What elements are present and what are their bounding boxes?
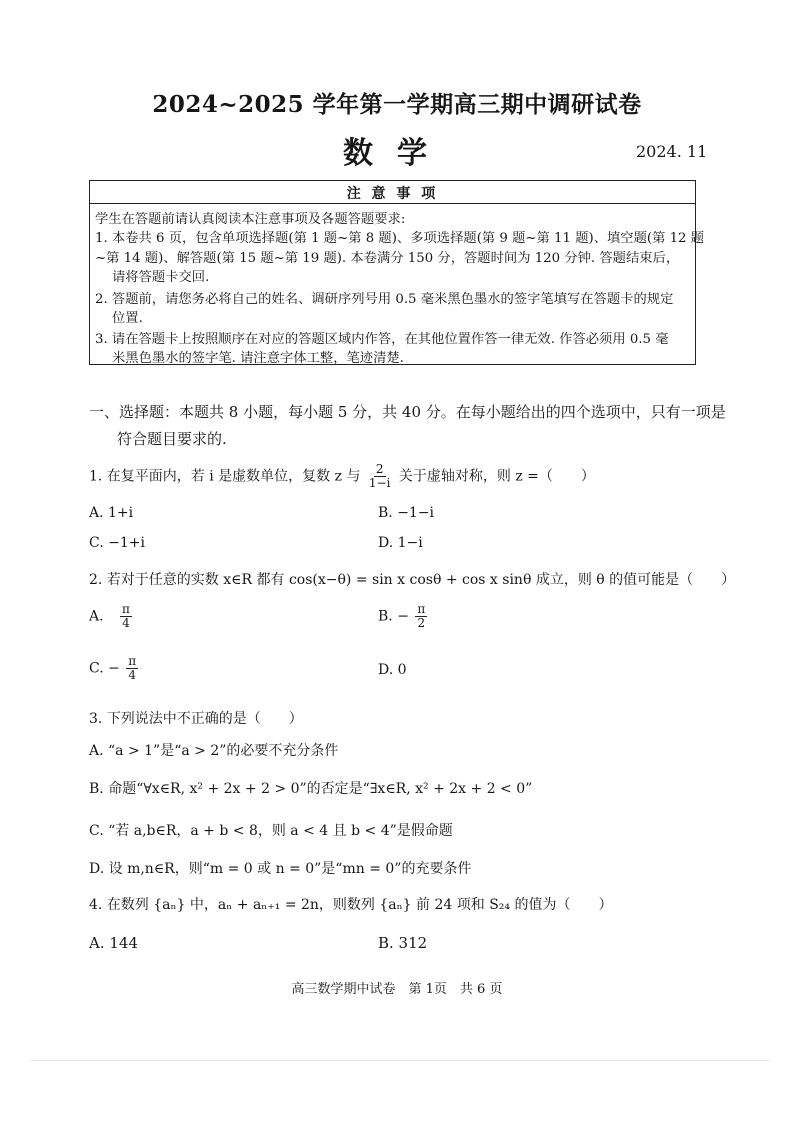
q4-option-a: A. 144 <box>89 934 138 952</box>
notice-line: 位置. <box>112 311 143 326</box>
q2-b-label: B. − <box>378 608 409 625</box>
q1-frac-num: 2 <box>375 462 384 476</box>
notice-title: 注 意 事 项 <box>346 186 439 202</box>
notice-line: ~第 14 题)、解答题(第 15 题~第 19 题). 本卷满分 150 分，答题时间为 120 分钟. 答题结束后， <box>95 251 680 266</box>
question-3: 3. 下列说法中不正确的是（ ） <box>89 711 303 727</box>
notice-line: 学生在答题前请认真阅读本注意事项及各题答题要求: <box>95 212 406 227</box>
q1-prefix: 1. 在复平面内，若 i 是虚数单位，复数 z 与 <box>89 468 361 485</box>
q2-b-den: 2 <box>417 616 426 630</box>
q2-b-fraction <box>415 603 427 630</box>
q3-option-d: D. 设 m,n∈R，则“m = 0 或 n = 0”是“mn = 0”的充要条件 <box>89 861 472 877</box>
q3-option-b: B. 命题“∀x∈R, x² + 2x + 2 > 0”的否定是“∃x∈R, x² + 2x + 2 < 0” <box>89 781 533 797</box>
scan-edge-line <box>30 1060 770 1061</box>
q2-option-a <box>89 603 134 630</box>
q2-c-label: C. − <box>89 660 120 677</box>
section-heading: 一、选择题：本题共 8 小题，每小题 5 分，共 40 分。在每小题给出的四个选项中，只有一项是 <box>89 403 726 421</box>
exam-title: 2024~2025 学年第一学期高三期中调研试卷 <box>152 91 642 118</box>
q2-option-b <box>378 603 429 630</box>
question-4: 4. 在数列 {aₙ} 中，aₙ + aₙ₊₁ = 2n，则数列 {aₙ} 前 24 项和 S₂₄ 的值为（ ） <box>89 897 613 913</box>
q2-a-num: π <box>122 602 130 616</box>
q3-option-a: A. “a > 1”是“a > 2”的必要不充分条件 <box>89 743 339 759</box>
q1-frac-den: 1−i <box>368 476 391 490</box>
q3-option-c: C. “若 a,b∈R，a + b < 8，则 a < 4 且 b < 4”是假命题 <box>89 823 453 839</box>
q1-option-d: D. 1−i <box>378 535 423 551</box>
notice-line: 1. 本卷共 6 页，包含单项选择题(第 1 题~第 8 题)、多项选择题(第 9 题~第 11 题)、填空题(第 12 题 <box>95 231 705 246</box>
q2-a-label: A. <box>89 608 104 625</box>
q1-fraction <box>367 463 393 490</box>
notice-line: 米黑色墨水的签字笔. 请注意字体工整，笔迹清楚. <box>112 351 404 366</box>
notice-divider <box>90 203 695 204</box>
q2-c-fraction <box>126 655 138 682</box>
question-2: 2. 若对于任意的实数 x∈R 都有 cos(x−θ) = sin x cosθ + cos x sinθ 成立，则 θ 的值可能是（ ） <box>89 572 736 588</box>
q2-c-den: 4 <box>128 668 137 682</box>
notice-line: 2. 答题前，请您务必将自己的姓名、调研序列号用 0.5 毫米黑色墨水的签字笔填写在答题卡的规定 <box>95 292 674 307</box>
q2-option-c <box>89 655 140 682</box>
q4-option-b: B. 312 <box>378 934 428 952</box>
q1-option-c: C. −1+i <box>89 535 145 551</box>
q1-option-b: B. −1−i <box>378 505 435 521</box>
notice-line: 3. 请在答题卡上按照顺序在对应的答题区域内作答，在其他位置作答一律无效. 作答必须用 0.5 毫 <box>95 332 669 347</box>
q2-option-d: D. 0 <box>378 662 407 678</box>
notice-line: 请将答题卡交回. <box>112 270 210 285</box>
exam-date: 2024. 11 <box>636 142 708 161</box>
q2-c-num: π <box>128 654 137 668</box>
question-1 <box>89 463 595 490</box>
notice-box <box>89 180 705 366</box>
q2-b-num: π <box>417 602 426 616</box>
q2-a-den: 4 <box>122 616 130 630</box>
q2-a-fraction <box>120 603 132 630</box>
q1-suffix: 关于虚轴对称，则 z =（ ） <box>398 468 595 485</box>
section-heading-cont: 符合题目要求的. <box>117 430 227 448</box>
page-footer: 高三数学期中试卷 第 1页 共 6 页 <box>291 982 503 997</box>
subject-title: 数学 <box>343 136 451 171</box>
q1-option-a: A. 1+i <box>89 505 134 521</box>
